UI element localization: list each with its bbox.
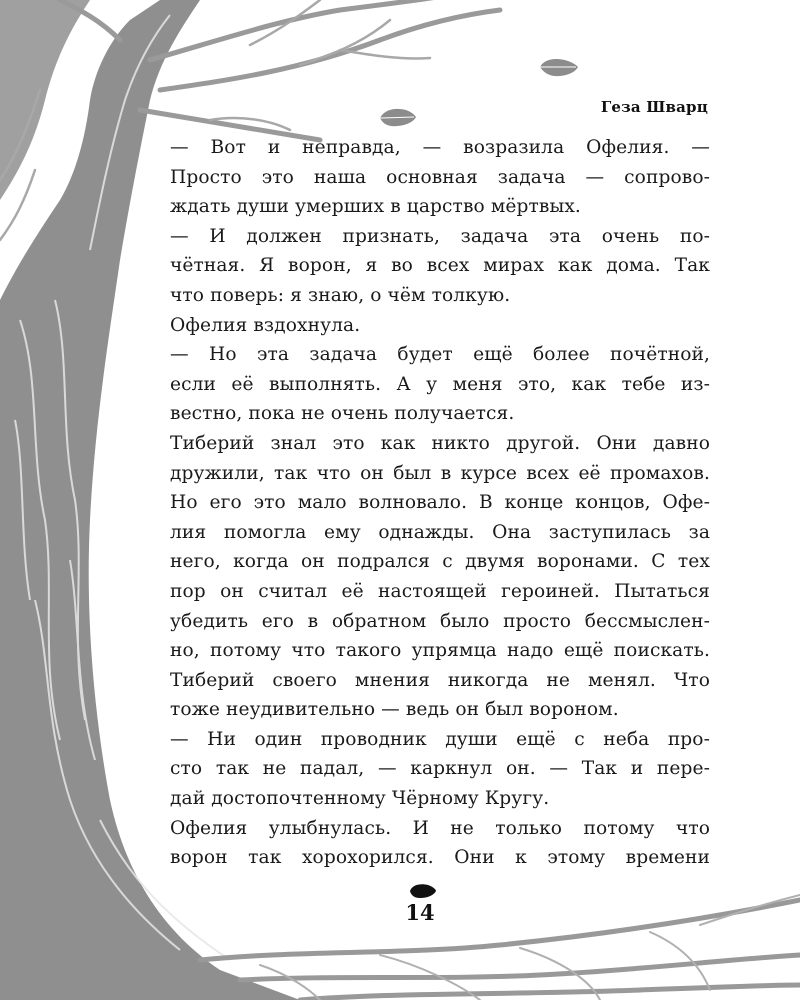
text-line: дружили, так что он был в курсе всех её промахов.	[170, 462, 710, 484]
text-line: дай достопочтенному Чёрному Кругу.	[170, 788, 550, 810]
leaf-icon	[370, 105, 418, 129]
text-line: Но его это мало волновало. В конце концов, Офе-	[170, 492, 710, 514]
text-line: что поверь: я знаю, о чём толкую.	[170, 284, 511, 306]
leaf-icon	[530, 55, 580, 79]
running-head: Геза Шварц	[600, 98, 708, 116]
text-line: чётная. Я ворон, я во всех мирах как дома. Так	[170, 255, 710, 277]
page-number: 14	[405, 900, 435, 925]
text-line: сто так не падал, — каркнул он. — Так и пере-	[170, 758, 710, 780]
text-line: Офелия вздохнула.	[170, 314, 361, 336]
text-line: ждать души умерших в царство мёртвых.	[170, 196, 581, 218]
text-line: него, когда он подрался с двумя воронами. С тех	[170, 551, 710, 573]
body-text	[170, 133, 710, 873]
text-line: пор он считал её настоящей героиней. Пытаться	[170, 580, 710, 602]
text-line: — И должен признать, задача эта очень по-	[170, 225, 710, 247]
text-line: — Но эта задача будет ещё более почётной,	[170, 344, 710, 366]
text-line: Просто это наша основная задача — сопрово-	[170, 166, 710, 188]
text-line: Тиберий знал это как никто другой. Они давно	[170, 432, 710, 454]
text-line: убедить его в обратном было просто бессмыслен-	[170, 610, 710, 632]
text-line: если её выполнять. А у меня это, как тебе из-	[170, 373, 710, 395]
text-line: — Вот и неправда, — возразила Офелия. —	[170, 137, 710, 158]
text-line: Тиберий своего мнения никогда не менял. Что	[170, 669, 710, 691]
text-line: Офелия улыбнулась. И не только потому что	[170, 817, 710, 839]
text-line: тоже неудивительно — ведь он был вороном.	[170, 699, 619, 721]
leaf-icon	[402, 882, 438, 900]
text-line: — Ни один проводник души ещё с неба про-	[170, 728, 710, 750]
text-line: лия помогла ему однажды. Она заступилась за	[170, 521, 710, 543]
text-line: вестно, пока не очень получается.	[170, 403, 515, 425]
text-line: но, потому что такого упрямца надо ещё поискать.	[170, 640, 710, 662]
text-line: ворон так хорохорился. Они к этому времени	[170, 847, 710, 869]
